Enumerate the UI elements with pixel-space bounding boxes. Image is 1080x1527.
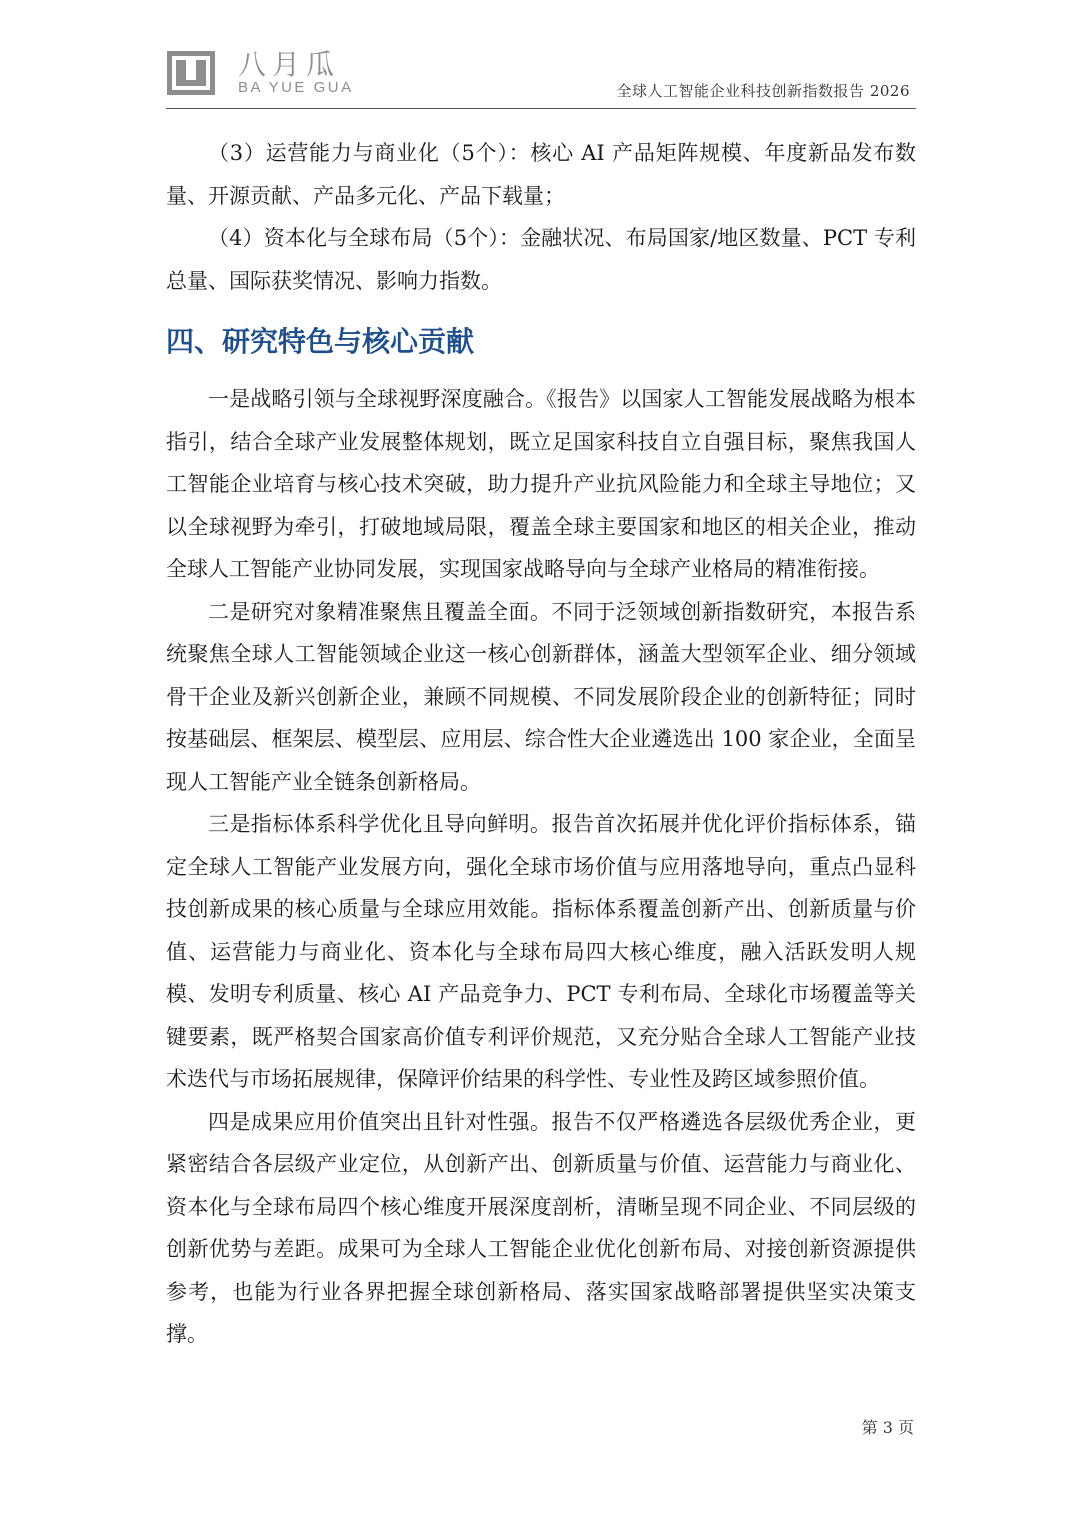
indicator-item-3: （3）运营能力与商业化（5个）：核心 AI 产品矩阵规模、年度新品发布数量、开源贡献、产品多元化、产品下载量； (166, 141, 916, 208)
header-divider (166, 108, 916, 109)
section-heading: 四、研究特色与核心贡献 (166, 325, 475, 358)
page-number: 第 3 页 (861, 1418, 914, 1437)
paragraph-feature-2: 二是研究对象精准聚焦且覆盖全面。不同于泛领域创新指数研究，本报告系统聚焦全球人工智能领域企业这一核心创新群体，涵盖大型领军企业、细分领域骨干企业及新兴创新企业，兼顾不同规模、不同发展阶段企业的创新特征；同时按基础层、框架层、模型层、应用层、综合性大企业遴选出 100 家企业，全面呈现人工智能产业全链条创新格局。 (166, 599, 916, 794)
logo-english-text: BA YUE GUA (238, 79, 354, 96)
bayuegua-logo-icon (166, 50, 216, 96)
paragraph-feature-3: 三是指标体系科学优化且导向鲜明。报告首次拓展并优化评价指标体系，锚定全球人工智能产业发展方向，强化全球市场价值与应用落地导向，重点凸显科技创新成果的核心质量与全球应用效能。指标体系覆盖创新产出、创新质量与价值、运营能力与商业化、资本化与全球布局四大核心维度，融入活跃发明人规模、发明专利质量、核心 AI 产品竞争力、PCT 专利布局、全球化市场覆盖等关键要素，既严格契合国家高价值专利评价规范，又充分贴合全球人工智能产业技术迭代与市场拓展规律，保障评价结果的科学性、专业性及跨区域参照价值。 (166, 812, 916, 1091)
indicator-item-4: （4）资本化与全球布局（5个）：金融状况、布局国家/地区数量、PCT 专利总量、国际获奖情况、影响力指数。 (166, 226, 916, 293)
paragraph-feature-1: 一是战略引领与全球视野深度融合。《报告》以国家人工智能发展战略为根本指引，结合全球产业发展整体规划，既立足国家科技自立自强目标，聚焦我国人工智能企业培育与核心技术突破，助力提升产业抗风险能力和全球主导地位；又以全球视野为牵引，打破地域局限，覆盖全球主要国家和地区的相关企业，推动全球人工智能产业协同发展，实现国家战略导向与全球产业格局的精准衔接。 (166, 387, 916, 581)
report-title: 全球人工智能企业科技创新指数报告 2026 (616, 82, 910, 100)
document-body (166, 132, 916, 1356)
logo-chinese-text: 八月瓜 (238, 48, 341, 81)
paragraph-feature-4: 四是成果应用价值突出且针对性强。报告不仅严格遴选各层级优秀企业，更紧密结合各层级产业定位，从创新产出、创新质量与价值、运营能力与商业化、资本化与全球布局四个核心维度开展深度剖析，清晰呈现不同企业、不同层级的创新优势与差距。成果可为全球人工智能企业优化创新布局、对接创新资源提供参考，也能为行业各界把握全球创新格局、落实国家战略部署提供坚实决策支撑。 (166, 1109, 916, 1346)
